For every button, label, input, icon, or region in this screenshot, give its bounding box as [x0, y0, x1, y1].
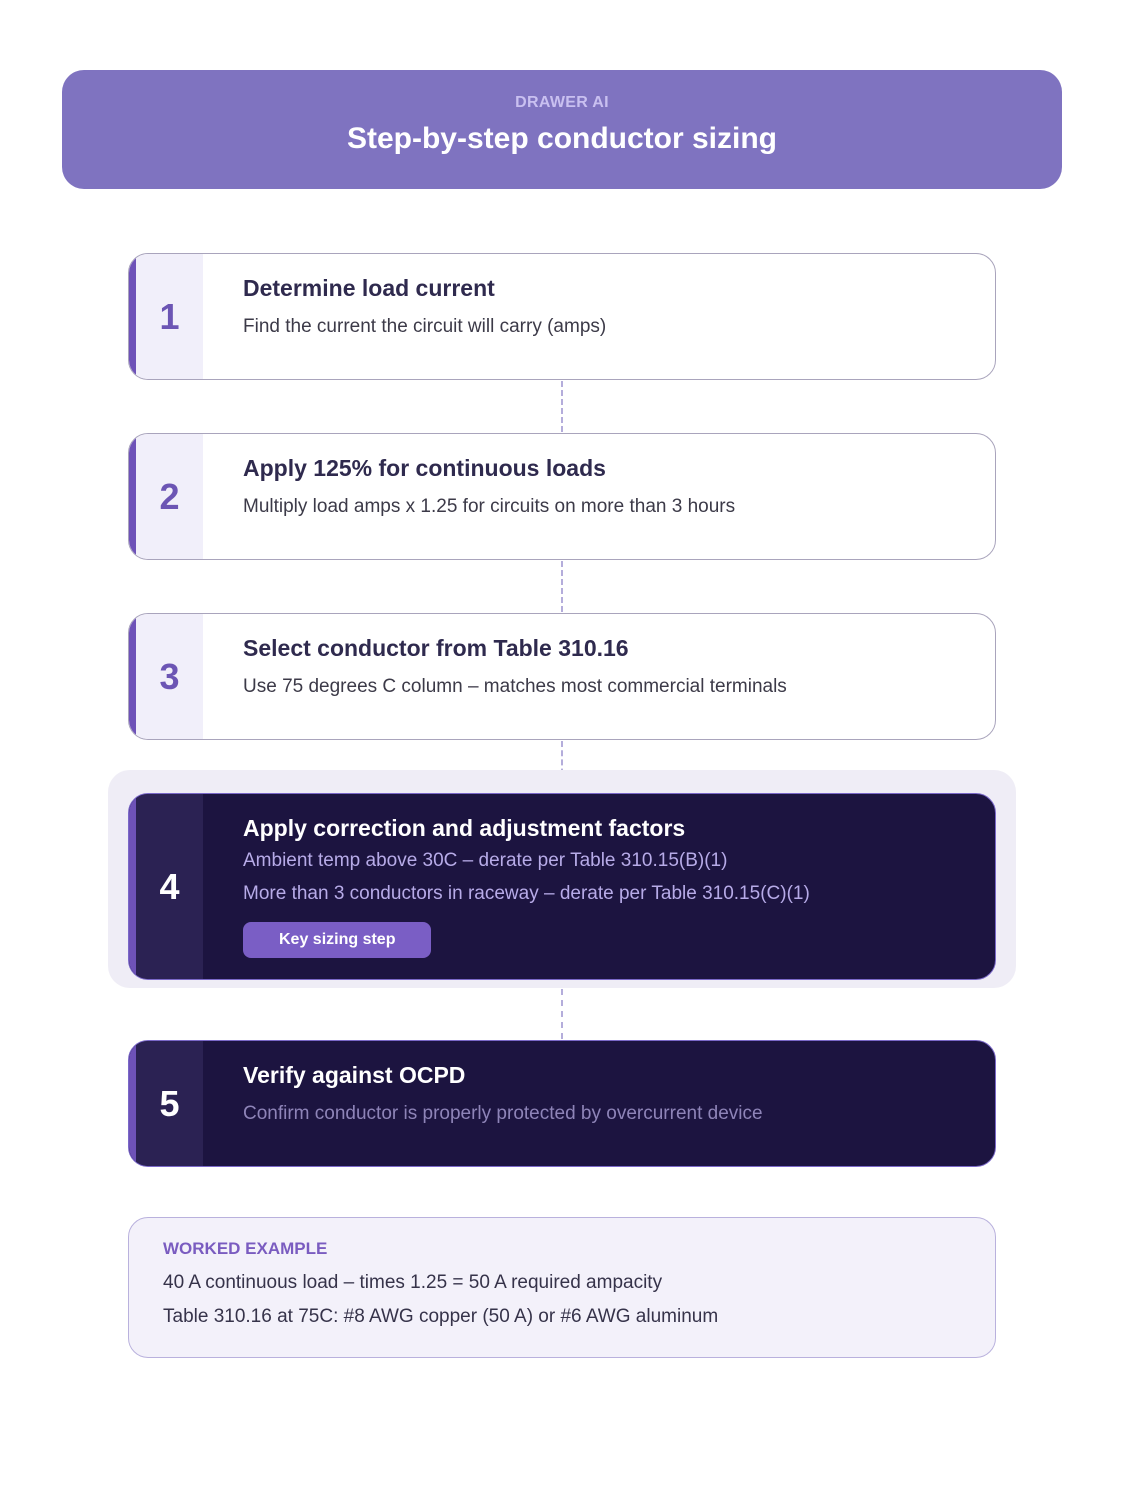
- step-description: Multiply load amps x 1.25 for circuits on more than 3 hours: [243, 496, 736, 517]
- step-description: Ambient temp above 30C – derate per Table 310.15(B)(1): [243, 850, 728, 871]
- step-title: Select conductor from Table 310.16: [243, 635, 629, 661]
- step-body: [243, 634, 975, 703]
- step-number-column: [129, 1041, 203, 1166]
- header-banner: [62, 70, 1062, 189]
- step-description: Use 75 degrees C column – matches most commercial terminals: [243, 676, 787, 697]
- step-number: 4: [159, 865, 180, 907]
- step-card-1: [128, 253, 996, 380]
- step-title: Determine load current: [243, 275, 495, 301]
- step-number-column: [129, 794, 203, 979]
- step-description: More than 3 conductors in raceway – derate per Table 310.15(C)(1): [243, 883, 810, 904]
- step-body: [243, 454, 975, 523]
- page-title: Step-by-step conductor sizing: [346, 122, 778, 155]
- step-card-5: [128, 1040, 996, 1167]
- step-body: [243, 1061, 975, 1130]
- connector-2-3: [561, 561, 563, 612]
- step-title: Apply 125% for continuous loads: [243, 455, 606, 481]
- worked-example-line: 40 A continuous load – times 1.25 = 50 A required ampacity: [163, 1272, 663, 1293]
- worked-example-label: WORKED EXAMPLE: [163, 1239, 328, 1258]
- step-number-column: [129, 614, 203, 739]
- step-card-4: [128, 793, 996, 980]
- step-title: Apply correction and adjustment factors: [243, 815, 686, 841]
- step-title: Verify against OCPD: [243, 1062, 466, 1088]
- step-number: 2: [159, 475, 180, 517]
- brand-label: DRAWER AI: [515, 94, 609, 111]
- worked-example-line: Table 310.16 at 75C: #8 AWG copper (50 A) or #6 AWG aluminum: [163, 1306, 719, 1327]
- step-card-2: [128, 433, 996, 560]
- step-body: [243, 814, 975, 958]
- key-step-badge: Key sizing step: [243, 922, 431, 958]
- step-description: Find the current the circuit will carry (amps): [243, 316, 607, 337]
- step-number: 5: [159, 1082, 180, 1124]
- step-body: [243, 274, 975, 343]
- step-number-column: [129, 254, 203, 379]
- worked-example-box: [128, 1217, 996, 1358]
- step-number: 1: [159, 295, 180, 337]
- step-description: Confirm conductor is properly protected by overcurrent device: [243, 1103, 763, 1124]
- connector-4-5: [561, 989, 563, 1039]
- step-number-column: [129, 434, 203, 559]
- step-number: 3: [159, 655, 180, 697]
- connector-1-2: [561, 381, 563, 432]
- step-card-3: [128, 613, 996, 740]
